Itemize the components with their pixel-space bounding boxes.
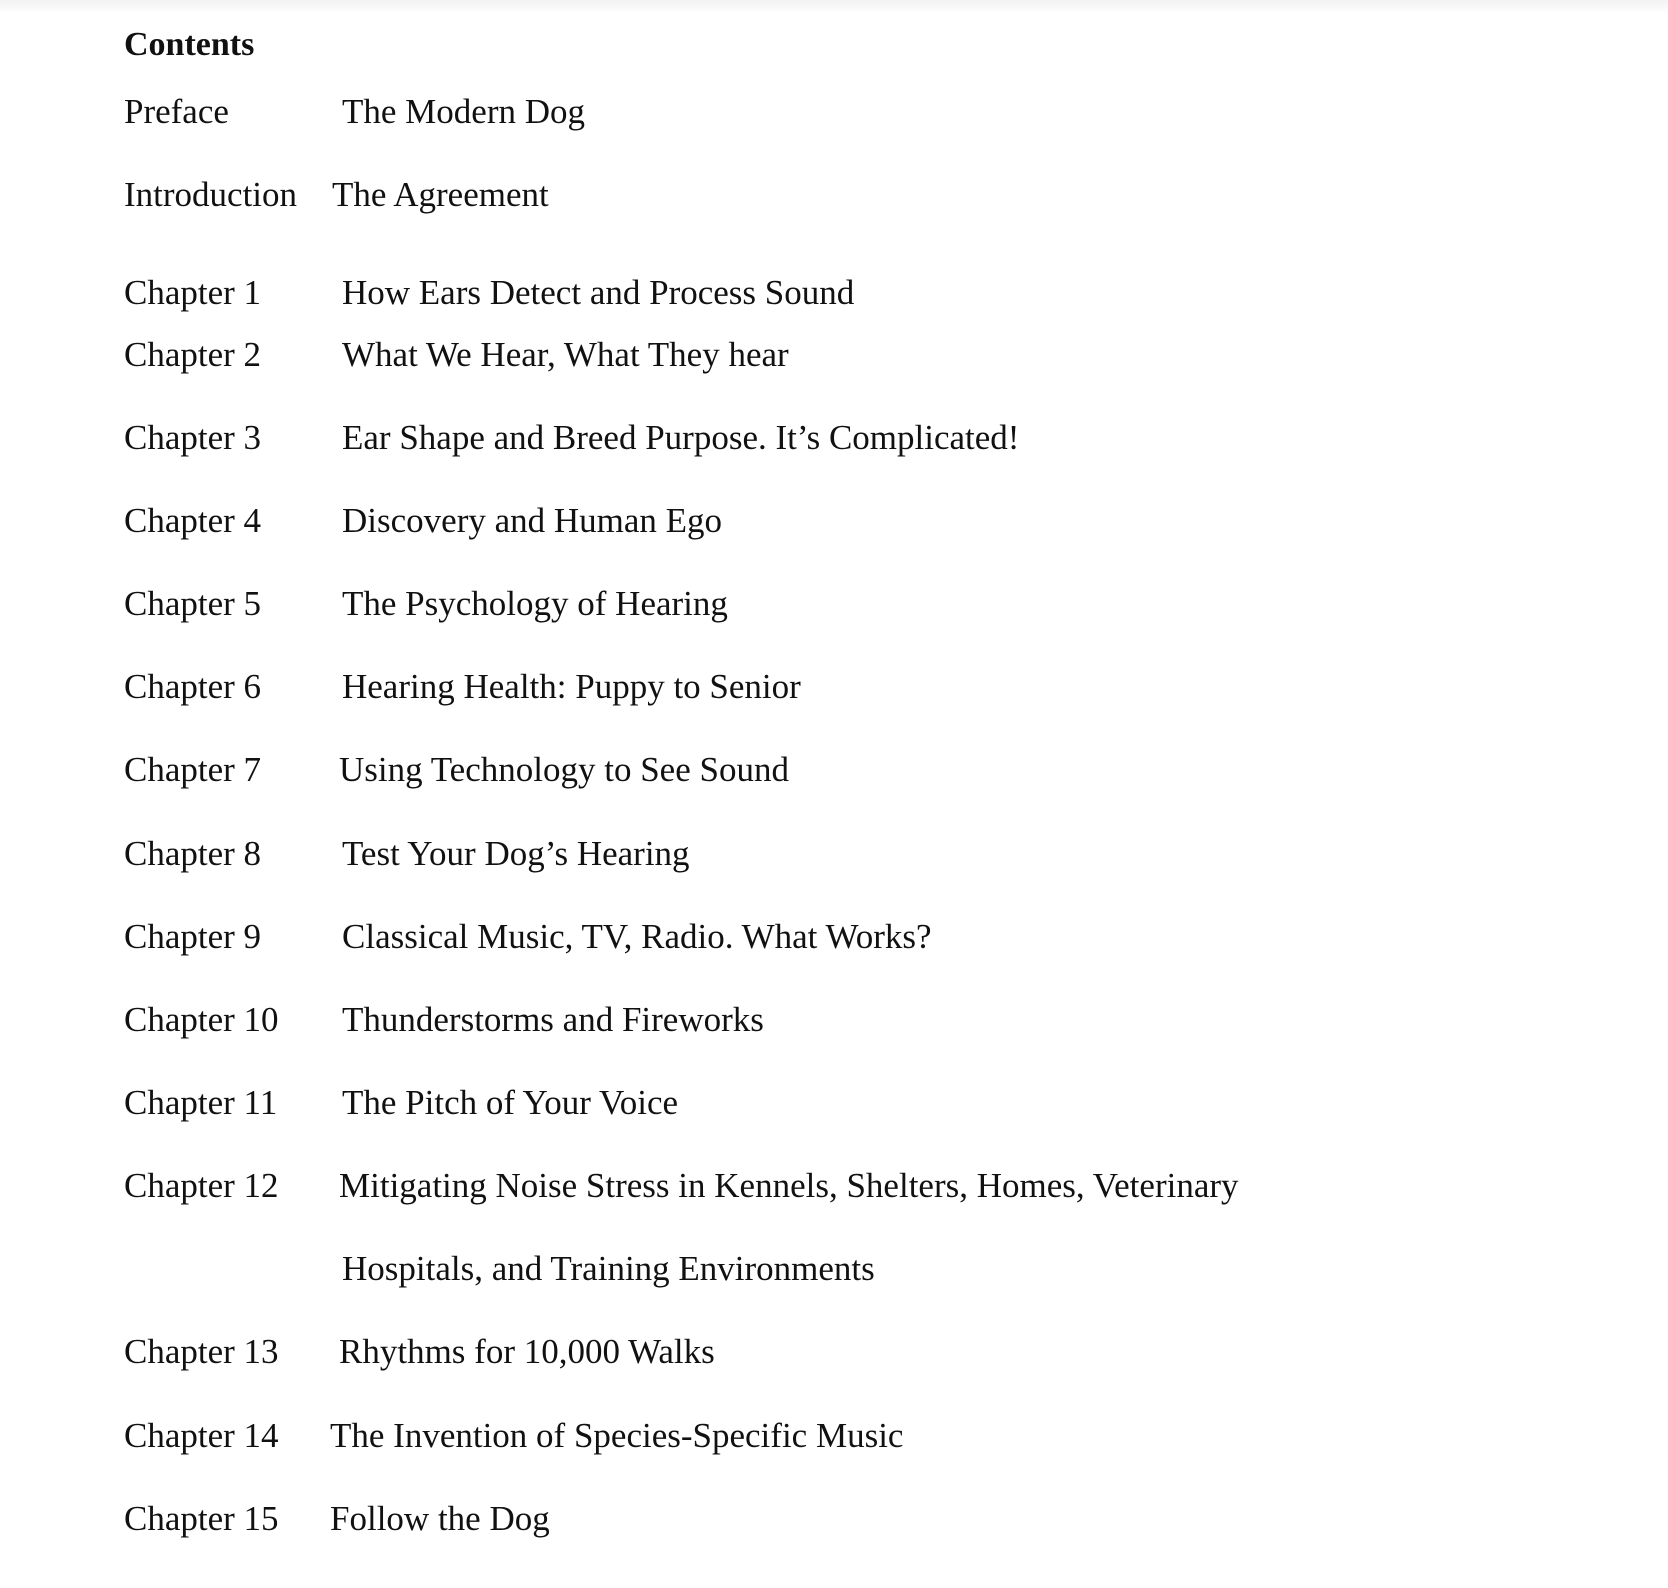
toc-title-chapter-3: Ear Shape and Breed Purpose. It’s Complicated!: [342, 418, 1020, 457]
toc-title-chapter-4: Discovery and Human Ego: [342, 501, 723, 540]
toc-label-chapter-11: Chapter 11: [124, 1083, 278, 1122]
toc-title-chapter-10: Thunderstorms and Fireworks: [342, 1000, 764, 1039]
toc-title-chapter-5: The Psychology of Hearing: [342, 584, 728, 623]
toc-label-chapter-9: Chapter 9: [124, 917, 262, 956]
toc-label-preface: Preface: [124, 92, 229, 131]
toc-title-chapter-6: Hearing Health: Puppy to Senior: [342, 667, 801, 706]
toc-label-introduction: Introduction: [124, 175, 298, 214]
toc-title-introduction: The Agreement: [332, 175, 549, 214]
toc-label-chapter-1: Chapter 1: [124, 273, 262, 312]
toc-label-chapter-12: Chapter 12: [124, 1166, 279, 1205]
toc-title-chapter-14: The Invention of Species-Specific Music: [330, 1416, 904, 1455]
toc-title-preface: The Modern Dog: [342, 92, 586, 131]
toc-label-chapter-2: Chapter 2: [124, 335, 262, 374]
toc-title-chapter-2: What We Hear, What They hear: [342, 335, 789, 374]
toc-title-chapter-12-continued: Hospitals, and Training Environments: [342, 1249, 875, 1288]
page-title: Contents: [124, 26, 255, 63]
toc-title-chapter-1: How Ears Detect and Process Sound: [342, 273, 855, 312]
toc-label-chapter-3: Chapter 3: [124, 418, 262, 457]
toc-title-chapter-11: The Pitch of Your Voice: [342, 1083, 679, 1122]
toc-label-chapter-8: Chapter 8: [124, 834, 262, 873]
toc-label-chapter-5: Chapter 5: [124, 584, 262, 623]
toc-label-chapter-4: Chapter 4: [124, 501, 262, 540]
toc-label-chapter-15: Chapter 15: [124, 1499, 279, 1538]
toc-title-chapter-9: Classical Music, TV, Radio. What Works?: [342, 917, 932, 956]
toc-title-chapter-13: Rhythms for 10,000 Walks: [339, 1332, 715, 1371]
toc-title-chapter-15: Follow the Dog: [330, 1499, 550, 1538]
toc-title-chapter-7: Using Technology to See Sound: [339, 750, 789, 789]
toc-label-chapter-7: Chapter 7: [124, 750, 262, 789]
toc-label-chapter-14: Chapter 14: [124, 1416, 279, 1455]
toc-label-chapter-13: Chapter 13: [124, 1332, 279, 1371]
toc-label-chapter-6: Chapter 6: [124, 667, 262, 706]
toc-title-chapter-8: Test Your Dog’s Hearing: [342, 834, 690, 873]
toc-title-chapter-12: Mitigating Noise Stress in Kennels, Shelters, Homes, Veterinary: [339, 1166, 1239, 1205]
toc-label-chapter-10: Chapter 10: [124, 1000, 279, 1039]
